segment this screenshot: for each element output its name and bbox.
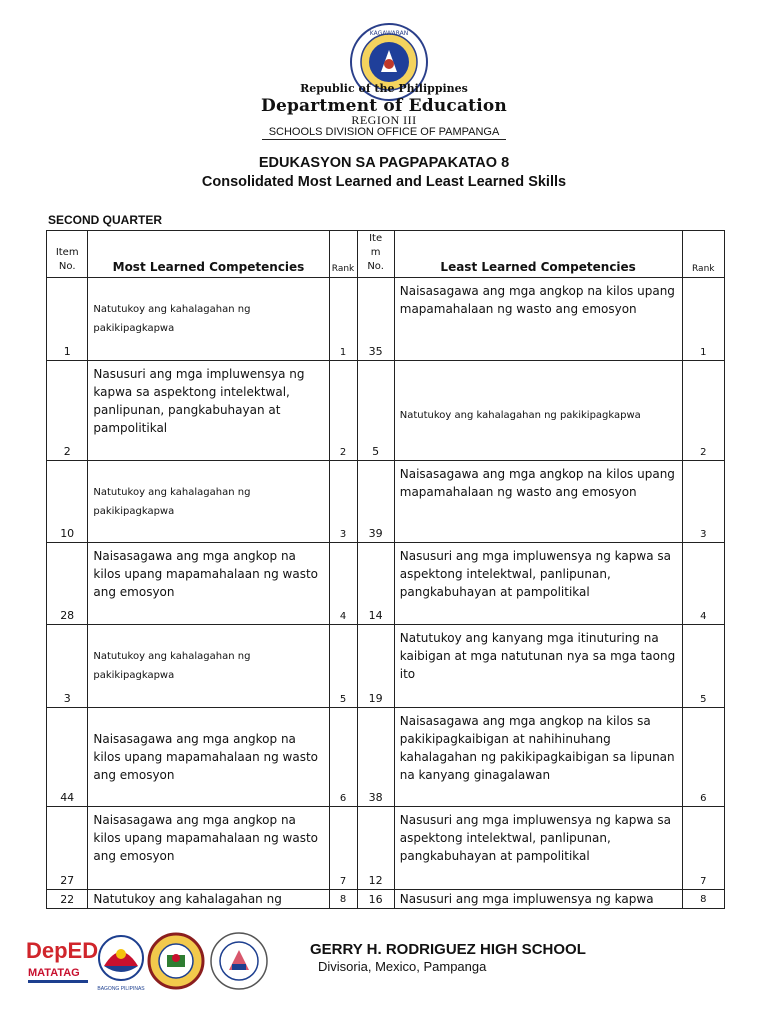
deped-matatag-logo [26, 938, 98, 983]
rank-most: 1 [329, 278, 357, 361]
header-divider [262, 139, 506, 140]
rank-least: 4 [682, 543, 725, 625]
table-row [47, 461, 725, 543]
header-text: Ite [369, 233, 383, 244]
item-no-least: 12 [357, 807, 394, 890]
header-item-no-least [357, 231, 394, 278]
rank-least: 2 [682, 361, 725, 461]
most-learned-competency: Natutukoy ang kahalagahan ng pakikipagkapwa [88, 625, 329, 708]
table-row [47, 708, 725, 807]
division-seal-logo [149, 934, 203, 988]
item-no-least: 19 [357, 625, 394, 708]
rank-most: 8 [329, 890, 357, 909]
header-text: m [370, 247, 381, 258]
least-learned-competency: Naisasagawa ang mga angkop na kilos upang mapamahalaan ng wasto ang emosyon [394, 461, 682, 543]
rank-most: 7 [329, 807, 357, 890]
least-learned-competency: Nasusuri ang mga impluwensya ng kapwa sa aspektong intelektwal, panlipunan, pangkabuhayan at pampolitikal [394, 807, 682, 890]
matatag-logo-text: MATATAG [28, 967, 80, 979]
item-no-most: 3 [47, 625, 88, 708]
item-no-least: 5 [357, 361, 394, 461]
department-heading: Department of Education [261, 96, 507, 116]
quarter-label: SECOND QUARTER [48, 213, 163, 227]
republic-heading: Republic of the Philippines [300, 82, 468, 95]
least-learned-competency: Nasusuri ang mga impluwensya ng kapwa sa aspektong intelektwal, panlipunan, pangkabuhayan at pampolitikal [394, 543, 682, 625]
item-no-least: 35 [357, 278, 394, 361]
item-no-most: 2 [47, 361, 88, 461]
rank-least: 3 [682, 461, 725, 543]
table-row [47, 543, 725, 625]
most-learned-competency: Naisasagawa ang mga angkop na kilos upang mapamahalaan ng wasto ang emosyon [88, 543, 329, 625]
rank-least: 5 [682, 625, 725, 708]
most-learned-competency: Nasusuri ang mga impluwensya ng kapwa sa aspektong intelektwal, panlipunan, pangkabuhayan at pampolitikal [88, 361, 329, 461]
rank-most: 3 [329, 461, 357, 543]
table-row [47, 361, 725, 461]
item-no-least: 39 [357, 461, 394, 543]
item-no-most: 1 [47, 278, 88, 361]
document-subtitle: Consolidated Most Learned and Least Learned Skills [201, 174, 567, 190]
region-heading: REGION III [351, 113, 417, 127]
table-header-row [47, 231, 725, 278]
least-learned-competency: Natutukoy ang kanyang mga itinuturing na kaibigan at mga natutunan nya sa mga taong ito [394, 625, 682, 708]
rank-most: 5 [329, 625, 357, 708]
rank-most: 6 [329, 708, 357, 807]
least-learned-competency: Naisasagawa ang mga angkop na kilos upang mapamahalaan ng wasto ang emosyon [394, 278, 682, 361]
header-least-learned: Least Learned Competencies [394, 231, 682, 278]
item-no-least: 38 [357, 708, 394, 807]
most-learned-competency: Natutukoy ang kahalagahan ng [88, 890, 329, 909]
item-no-least: 16 [357, 890, 394, 909]
header-rank-most: Rank [329, 231, 357, 278]
most-learned-competency: Naisasagawa ang mga angkop na kilos upang mapamahalaan ng wasto ang emosyon [88, 708, 329, 807]
footer-logos [24, 928, 304, 994]
deped-logo-text: DepED [26, 938, 99, 963]
table-row [47, 807, 725, 890]
header-item-no-most [47, 231, 88, 278]
rank-most: 4 [329, 543, 357, 625]
bagong-pilipinas-text: BAGONG PILIPINAS [97, 986, 145, 992]
svg-text:KAGAWARAN: KAGAWARAN [369, 30, 409, 37]
least-learned-competency: Naisasagawa ang mga angkop na kilos sa pakikipagkaibigan at nahihinuhang kahalagahan ng pakikipagkaibigan sa lipunan na kanyang ginagalawan [394, 708, 682, 807]
item-no-most: 10 [47, 461, 88, 543]
table-row [47, 278, 725, 361]
table-row [47, 890, 725, 909]
document-title: EDUKASYON SA PAGPAPAKATAO 8 [258, 155, 510, 171]
header-rank-least: Rank [682, 231, 725, 278]
header-text: No. [367, 261, 384, 272]
item-no-most: 22 [47, 890, 88, 909]
rank-least: 6 [682, 708, 725, 807]
rank-least: 1 [682, 278, 725, 361]
bagong-pilipinas-logo [97, 936, 145, 992]
header-text: No. [58, 261, 76, 272]
rank-least: 7 [682, 807, 725, 890]
header-most-learned: Most Learned Competencies [88, 231, 329, 278]
rank-least: 8 [682, 890, 725, 909]
least-learned-competency: Nasusuri ang mga impluwensya ng kapwa [394, 890, 682, 909]
competencies-table [46, 230, 725, 909]
item-no-most: 44 [47, 708, 88, 807]
item-no-most: 28 [47, 543, 88, 625]
most-learned-competency: Naisasagawa ang mga angkop na kilos upang mapamahalaan ng wasto ang emosyon [88, 807, 329, 890]
header-text: Item [55, 247, 79, 258]
school-address: Divisoria, Mexico, Pampanga [318, 959, 487, 974]
least-learned-competency: Natutukoy ang kahalagahan ng pakikipagkapwa [394, 361, 682, 461]
table-row [47, 625, 725, 708]
item-no-least: 14 [357, 543, 394, 625]
most-learned-competency: Natutukoy ang kahalagahan ng pakikipagkapwa [88, 278, 329, 361]
rank-most: 2 [329, 361, 357, 461]
most-learned-competency: Natutukoy ang kahalagahan ng pakikipagkapwa [88, 461, 329, 543]
item-no-most: 27 [47, 807, 88, 890]
school-name: GERRY H. RODRIGUEZ HIGH SCHOOL [310, 941, 586, 958]
school-seal-logo [211, 933, 267, 989]
division-heading: SCHOOLS DIVISION OFFICE OF PAMPANGA [268, 126, 500, 138]
